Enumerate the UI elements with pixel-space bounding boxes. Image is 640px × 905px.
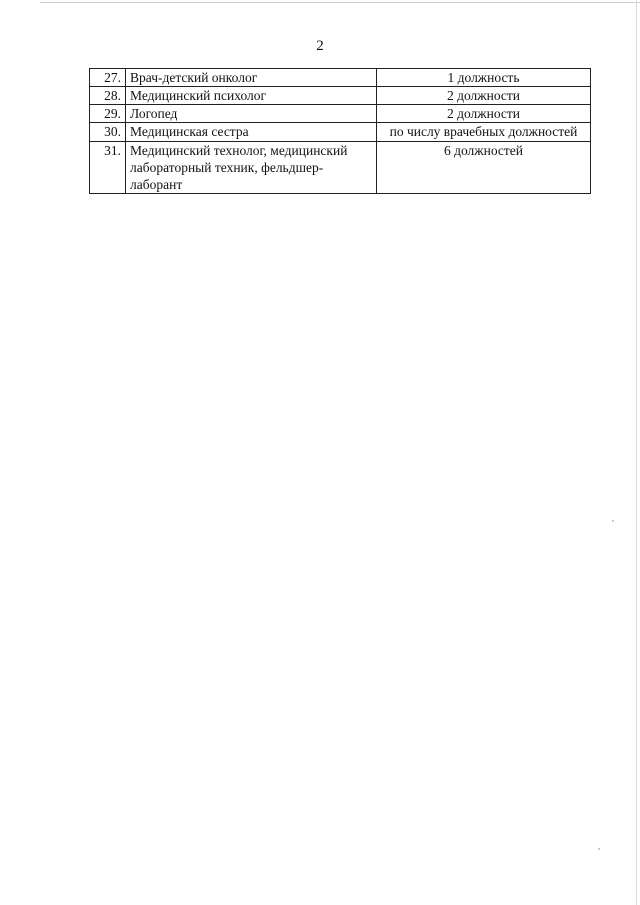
position-title: Врач-детский онколог — [126, 69, 377, 87]
row-number: 31. — [90, 142, 126, 194]
staff-positions-table — [89, 68, 591, 194]
table-row — [90, 69, 591, 87]
position-title: Медицинский психолог — [126, 87, 377, 105]
scan-edge-right — [636, 0, 637, 905]
position-count: 1 должность — [377, 69, 591, 87]
table-row — [90, 87, 591, 105]
scan-edge-top — [40, 2, 640, 3]
row-number: 30. — [90, 123, 126, 142]
row-number: 28. — [90, 87, 126, 105]
position-count: 2 должности — [377, 87, 591, 105]
row-number: 29. — [90, 105, 126, 123]
position-title: Логопед — [126, 105, 377, 123]
position-count: по числу врачебных должностей — [377, 123, 591, 142]
scan-speck — [598, 848, 600, 850]
position-count: 2 должности — [377, 105, 591, 123]
page-number: 2 — [316, 38, 324, 54]
scan-speck — [612, 520, 614, 522]
position-count: 6 должностей — [377, 142, 591, 194]
position-title: Медицинская сестра — [126, 123, 377, 142]
position-title: Медицинский технолог, медицинский лабораторный техник, фельдшер-лаборант — [126, 142, 377, 194]
row-number: 27. — [90, 69, 126, 87]
table-row — [90, 105, 591, 123]
table-row — [90, 142, 591, 194]
table-row — [90, 123, 591, 142]
